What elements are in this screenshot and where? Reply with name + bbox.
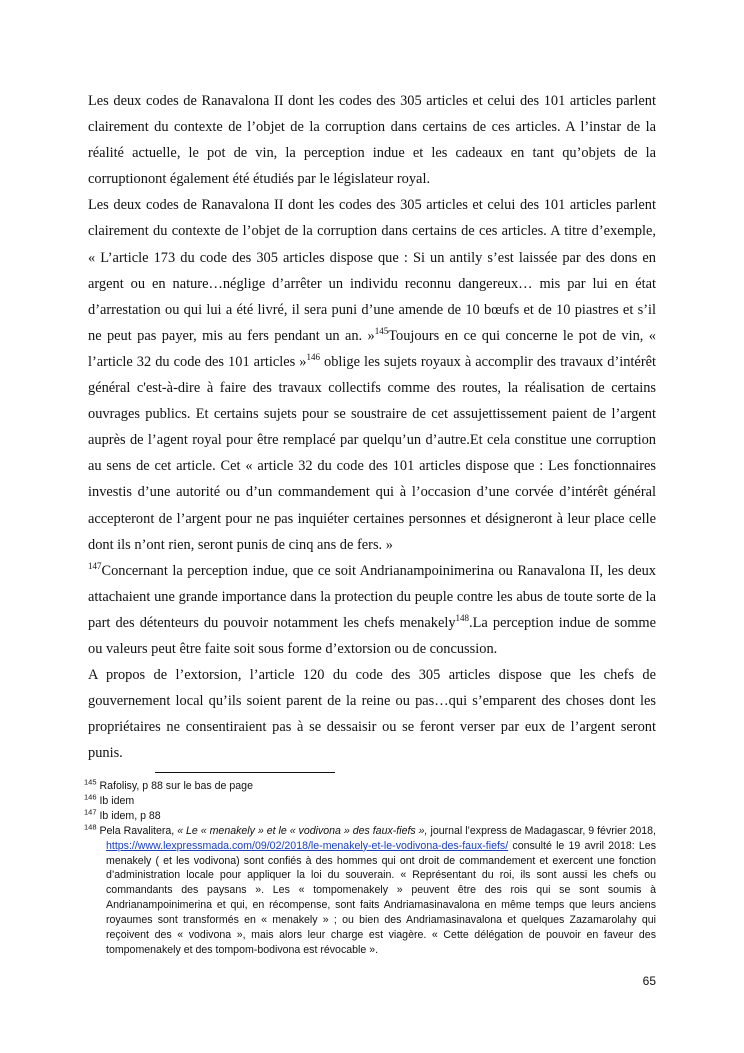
footnote-ref-148[interactable]: 148 <box>455 613 470 624</box>
paragraph-1: Les deux codes de Ranavalona II dont les codes des 305 articles et celui des 101 articles parlent clairement du contexte de l’objet de la corruption dans certains de ces articles. A l’instar de la réalité actuelle, le pot de vin, la perception indue et les cadeaux en tant qu’objets de la corruptionont également été étudiés par le législateur royal. <box>88 93 656 188</box>
footnote-author: Pela Ravalitera, <box>96 824 178 837</box>
footnote-text: Ib idem, p 88 <box>96 809 161 822</box>
footnote-ref-145[interactable]: 145 <box>374 326 389 337</box>
footnote-text: Ib idem <box>96 794 135 807</box>
footnote-title: « Le « menakely » et le « vodivona » des faux-fiefs », <box>177 824 428 837</box>
footnote-146 <box>84 794 656 809</box>
document-body <box>88 88 656 766</box>
footnote-journal: journal l’express de Madagascar, 9 février 2018, <box>427 824 657 837</box>
paragraph-2-text-c: oblige les sujets royaux à accomplir des travaux d’intérêt général c'est-à-dire à faire des travaux collectifs comme des routes, la réalisation de certains ouvrages publics. Et certains sujets pour se soustraire de cet assujettissement paient de l’argent auprès de l’agent royal pour être remplacé par quelqu’un d’autre.Et cela constitue une corruption au sens de cet article. Cet « article 32 du code des 101 articles dispose que : Les fonctionnaires investis d’une autorité ou d’un commandement qui à l’occasion d’une corvée d’intérêt général accepteront de l’argent pour ne pas inquiéter certaines personnes et désigneront à leur place celle dont ils n’ont rien, seront punis de cinq ans de fers. » <box>88 353 656 553</box>
footnote-148 <box>84 824 656 958</box>
paragraph-2 <box>88 192 656 662</box>
footnote-145 <box>84 779 656 794</box>
footnote-ref-147[interactable]: 147 <box>88 560 102 571</box>
footnote-147 <box>84 809 656 824</box>
footnote-number: 146 <box>84 792 97 802</box>
footnote-ref-146[interactable]: 146 <box>306 352 320 363</box>
paragraph-2-text-b: Toujours en ce qui concerne le pot de vin, « l’article 32 du code des 101 articles » <box>88 327 656 370</box>
footnote-number: 147 <box>84 807 97 817</box>
paragraph-2-text-d: Concernant la perception indue, que ce soit Andrianampoinimerina ou Ranavalona II, les deux attachaient une grande importance dans la protection du peuple contre les abus de toute sorte de la part des détenteurs du pouvoir notamment les chefs menakely <box>88 562 656 631</box>
paragraph-2-text-e: .La perception indue de somme ou valeurs peut être faite soit sous forme d’extorsion ou de concussion. <box>88 614 656 657</box>
source-link[interactable]: https://www.lexpressmada.com/09/02/2018/le-menakely-et-le-vodivona-des-faux-fiefs/ <box>106 839 509 852</box>
footnote-text: Rafolisy, p 88 sur le bas de page <box>96 780 253 792</box>
page-number: 65 <box>642 974 656 988</box>
footnote-separator <box>155 772 335 773</box>
footnotes <box>84 779 656 958</box>
paragraph-2-text-a: Les deux codes de Ranavalona II dont les codes des 305 articles et celui des 101 articles parlent clairement du contexte de l’objet de la corruption dans certains de ces articles. A titre d’exemple, « L’article 173 du code des 305 articles dispose que : Si un antily s’est laissée par des dons en argent ou en nature…néglige d’arrêter un individu reconnu dangereux… mis par lui en état d’arrestation ou qui lui a été livré, il sera puni d’une amende de 10 bœufs et de 10 piastres et s’il ne peut pas payer, mis au fers pendant un an. » <box>88 197 656 344</box>
footnote-number: 148 <box>84 822 97 832</box>
paragraph-3: A propos de l’extorsion, l’article 120 du code des 305 articles dispose que les chefs de gouvernement local qu’ils soient parent de la reine ou pas…qui s’emparent des choses dont les propriétaires ne consentiraient pas à se dessaisir ou se feront verser par eux de l’argent seront punis. <box>88 667 656 762</box>
footnote-text: consulté le 19 avril 2018: Les menakely ( et les vodivona) sont confiés à des hommes qui ont droit de commandement et exercent une fonction d’administration locale pour appliquer la loi du souverain. « Représentant du roi, ils sont aussi les chefs ou commandants des paysans ». Les « tompomenakely » peuvent être des rois qui se sont soumis à Andrianampoinimerina et qui, en récompense, sont faits Andriamasinavalona en même temps que leurs anciens royaumes sont transformés en « menakely » ; ou bien des Andriamasinavalona et quelques Zazamarolahy qui reçoivent des « vodivona », mais alors leur charge est viagère. « Cette délégation de pouvoir en faveur des tompomenakely et des tompom-bodivona est révocable ». <box>106 839 656 956</box>
footnote-number: 145 <box>84 777 97 787</box>
